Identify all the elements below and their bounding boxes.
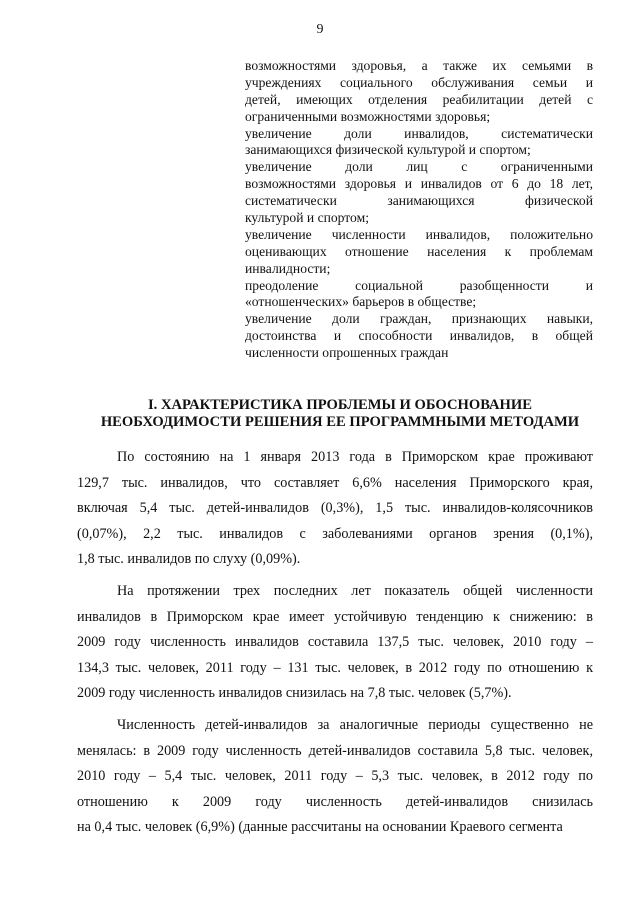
list-line: увеличение численности инвалидов, положительно (245, 226, 593, 242)
section-heading (70, 397, 610, 431)
paragraph-line: 129,7 тыс. инвалидов, что составляет 6,6% населения Приморского края, (77, 474, 593, 491)
paragraph-line: По состоянию на 1 января 2013 года в Приморском крае проживают (117, 449, 593, 465)
section-heading-line-1: I. ХАРАКТЕРИСТИКА ПРОБЛЕМЫ И ОБОСНОВАНИЕ (148, 397, 532, 413)
paragraph (77, 713, 593, 841)
list-line: культурой и спортом; (245, 210, 369, 226)
paragraph-line: 1,8 тыс. инвалидов по слуху (0,09%). (77, 551, 301, 568)
list-line: достоинства и способности инвалидов, в общей (245, 328, 593, 344)
body-text (77, 445, 593, 841)
list-line: возможностями здоровья, а также их семьями в (245, 58, 593, 73)
paragraph-line: 2009 году численность инвалидов снизилась на 7,8 тыс. человек (5,7%). (77, 685, 512, 702)
list-line: увеличение доли инвалидов, систематически (245, 125, 593, 141)
paragraph-line: отношению к 2009 году численность детей-инвалидов снизилась (77, 793, 593, 810)
paragraph-line: 134,3 тыс. человек, 2011 году – 131 тыс. человек, в 2012 году по отношению к (77, 659, 593, 676)
list-line: увеличение доли граждан, признающих навыки, (245, 311, 593, 327)
paragraph-line: менялась: в 2009 году численность детей-инвалидов составила 5,8 тыс. человек, (77, 742, 593, 759)
paragraph-line: включая 5,4 тыс. детей-инвалидов (0,3%), 1,5 тыс. инвалидов-колясочников (77, 500, 593, 517)
list-line: преодоление социальной разобщенности и (245, 277, 593, 293)
page-number: 9 (316, 22, 324, 37)
paragraph-line: 2009 году численность инвалидов составила 137,5 тыс. человек, 2010 году – (77, 634, 593, 651)
list-line: «отношенческих» барьеров в обществе; (245, 294, 477, 310)
list-line: возможностями здоровья и инвалидов от 6 до 18 лет, (245, 176, 593, 192)
list-line: ограниченными возможностями здоровья; (245, 108, 491, 124)
paragraph-line: На протяжении трех последних лет показатель общей численности (117, 582, 593, 599)
paragraph-line: Численность детей-инвалидов за аналогичные периоды существенно не (117, 716, 593, 733)
paragraph-line: инвалидов в Приморском крае имеет устойчивую тенденцию к снижению: в (77, 608, 593, 625)
paragraph-line: на 0,4 тыс. человек (6,9%) (данные рассчитаны на основании Краевого сегмента (77, 819, 563, 836)
list-line: численности опрошенных граждан (245, 345, 449, 361)
paragraph (77, 445, 593, 573)
list-line: занимающихся физической культурой и спортом; (245, 142, 531, 158)
paragraph-line: 2010 году – 5,4 тыс. человек, 2011 году – 5,3 тыс. человек, в 2012 году по (77, 768, 593, 785)
list-line: детей, имеющих отделения реабилитации детей с (245, 91, 593, 107)
expected-results-list (245, 58, 593, 362)
list-line: увеличение доли лиц с ограниченными (245, 159, 593, 175)
list-line: систематически занимающихся физической (245, 193, 593, 209)
list-line: инвалидности; (245, 260, 331, 276)
list-line: оценивающих отношение населения к проблемам (245, 243, 593, 259)
list-line: учреждениях социального обслуживания семьи и (245, 74, 593, 90)
paragraph-line: (0,07%), 2,2 тыс. инвалидов с заболеваниями органов зрения (0,1%), (77, 525, 593, 542)
section-heading-line-2: НЕОБХОДИМОСТИ РЕШЕНИЯ ЕЕ ПРОГРАММНЫМИ МЕТОДАМИ (100, 414, 580, 430)
paragraph (77, 579, 593, 707)
